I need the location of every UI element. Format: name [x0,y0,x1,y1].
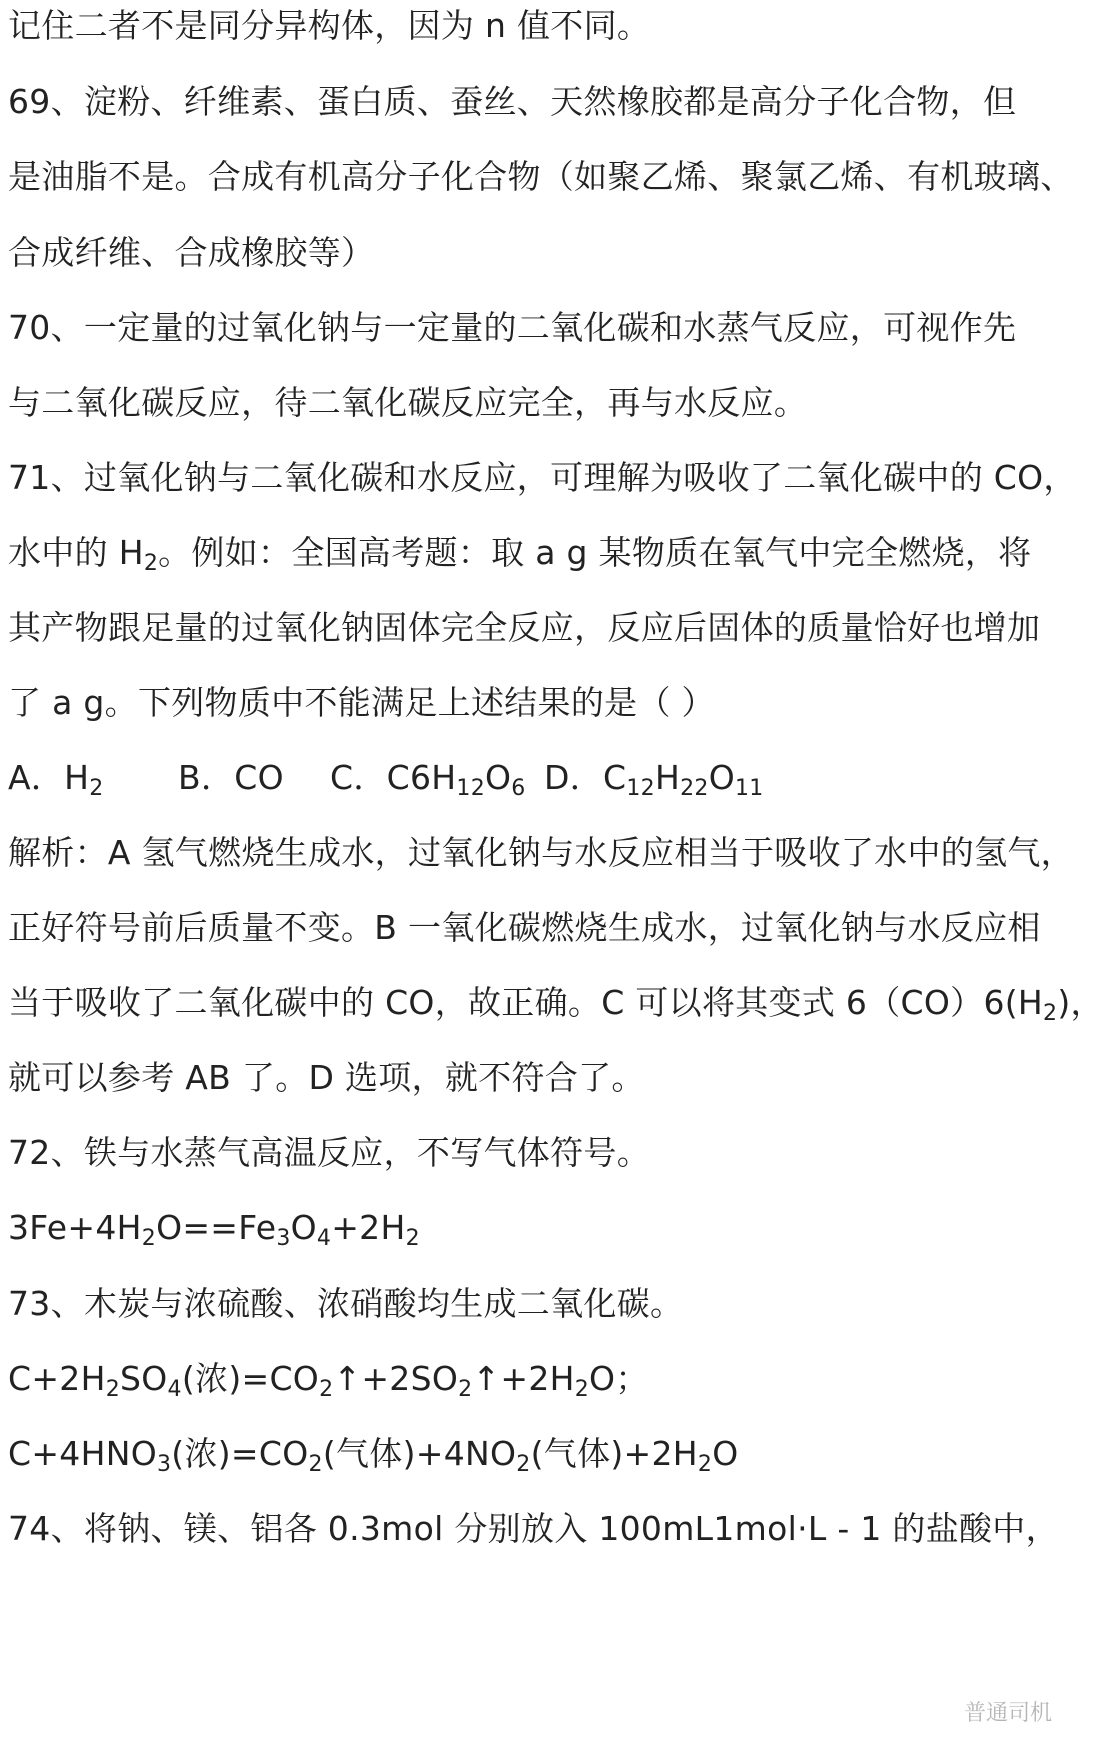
text-run: (气体)+4NO [322,1434,517,1473]
subscript: 4 [167,1377,182,1402]
text-run: A．H [8,758,90,797]
text-run: (气体)+2H [530,1434,698,1473]
answer-options [8,758,1048,801]
subscript: 3 [276,1226,291,1251]
text-run: C+4HNO [8,1434,157,1473]
text-run: 74、将钠、镁、铝各 0.3mol 分别放入 100mL1mol·L - 1 的盐酸中， [8,1509,1059,1548]
text-line [8,157,1074,197]
text-line [8,1359,649,1402]
subscript: 2 [141,1226,157,1251]
subscript: 2 [308,1452,323,1477]
text-run: 正好符号前后质量不变。B 一氧化碳燃烧生成水，过氧化钠与水反应相 [8,908,1041,947]
text-line [8,1208,420,1251]
option-c [330,758,526,801]
subscript: 2 [319,1377,334,1402]
text-line [8,1133,650,1173]
text-run: 72、铁与水蒸气高温反应，不写气体符号。 [8,1133,650,1172]
subscript: 6 [511,776,526,801]
subscript: 12 [626,776,655,801]
text-run: (浓)=CO [181,1359,320,1398]
subscript: 2 [89,776,104,801]
subscript: 2 [516,1452,531,1477]
text-line [8,458,1077,498]
text-line [8,683,715,723]
text-run: +2H [331,1208,406,1247]
subscript: 22 [680,776,709,801]
text-run: SO [120,1359,168,1398]
subscript: 2 [143,551,159,576]
text-line [8,82,1016,122]
text-run: 71、过氧化钠与二氧化碳和水反应，可理解为吸收了二氧化碳中的 CO， [8,458,1077,497]
text-run: 其产物跟足量的过氧化钠固体完全反应，反应后固体的质量恰好也增加 [8,608,1041,647]
text-line [8,833,1074,873]
text-line [8,983,1104,1026]
text-run: 70、一定量的过氧化钠与一定量的二氧化碳和水蒸气反应，可视作先 [8,308,1017,347]
text-run: 当于吸收了二氧化碳中的 CO，故正确。C 可以将其变式 6（CO）6(H [8,983,1044,1022]
text-run: 了 a g。下列物质中不能满足上述结果的是（ ） [8,683,715,722]
text-line [8,383,807,423]
subscript: 2 [697,1452,713,1477]
subscript: 12 [456,776,486,801]
text-run: C．C6H [330,758,457,797]
text-run: H [654,758,681,797]
text-run: O [485,758,512,797]
text-run: O [712,1434,739,1473]
text-run: 69、淀粉、纤维素、蛋白质、蚕丝、天然橡胶都是高分子化合物，但 [8,82,1017,121]
text-run: )， [1057,983,1104,1022]
text-run: O [290,1208,317,1247]
text-run: O==Fe [156,1208,277,1247]
text-run: 解析：A 氢气燃烧生成水，过氧化钠与水反应相当于吸收了水中的氢气， [8,833,1074,872]
text-run: (浓)=CO [171,1434,309,1473]
subscript: 11 [734,776,764,801]
text-line [8,908,1041,948]
subscript: 4 [316,1226,332,1251]
watermark: 普通司机 [963,1701,1052,1726]
text-line [8,608,1040,648]
option-b [178,758,284,798]
text-run: ↑+2H [472,1359,575,1398]
text-run: C+2H [8,1359,106,1398]
option-d [544,758,764,801]
text-run: D．C [544,758,627,797]
text-line [8,1434,739,1477]
subscript: 2 [105,1377,121,1402]
text-run: 记住二者不是同分异构体，因为 n 值不同。 [8,6,651,45]
text-run: 与二氧化碳反应，待二氧化碳反应完全，再与水反应。 [8,383,808,422]
subscript: 2 [458,1377,473,1402]
text-line [8,233,374,273]
text-run: B．CO [178,758,284,797]
text-run: 73、木炭与浓硫酸、浓硝酸均生成二氧化碳。 [8,1284,684,1323]
text-run: 。例如：全国高考题：取 a g 某物质在氧气中完全燃烧，将 [158,533,1032,572]
subscript: 2 [1043,1001,1058,1026]
subscript: 3 [156,1452,172,1477]
text-line [8,1284,683,1324]
text-line [8,1058,645,1098]
text-run: 是油脂不是。合成有机高分子化合物（如聚乙烯、聚氯乙烯、有机玻璃、 [8,157,1074,196]
text-run: 3Fe+4H [8,1208,142,1247]
text-run: O； [589,1359,649,1398]
text-run: 合成纤维、合成橡胶等） [8,233,375,272]
text-line [8,1509,1059,1549]
text-line [8,308,1016,348]
text-line [8,6,650,46]
text-run: 就可以参考 AB 了。D 选项，就不符合了。 [8,1058,645,1097]
option-a [8,758,104,801]
text-run: O [708,758,735,797]
text-run: 水中的 H [8,533,144,572]
text-run: ↑+2SO [333,1359,459,1398]
subscript: 2 [405,1226,420,1251]
subscript: 2 [574,1377,590,1402]
text-line [8,533,1032,576]
